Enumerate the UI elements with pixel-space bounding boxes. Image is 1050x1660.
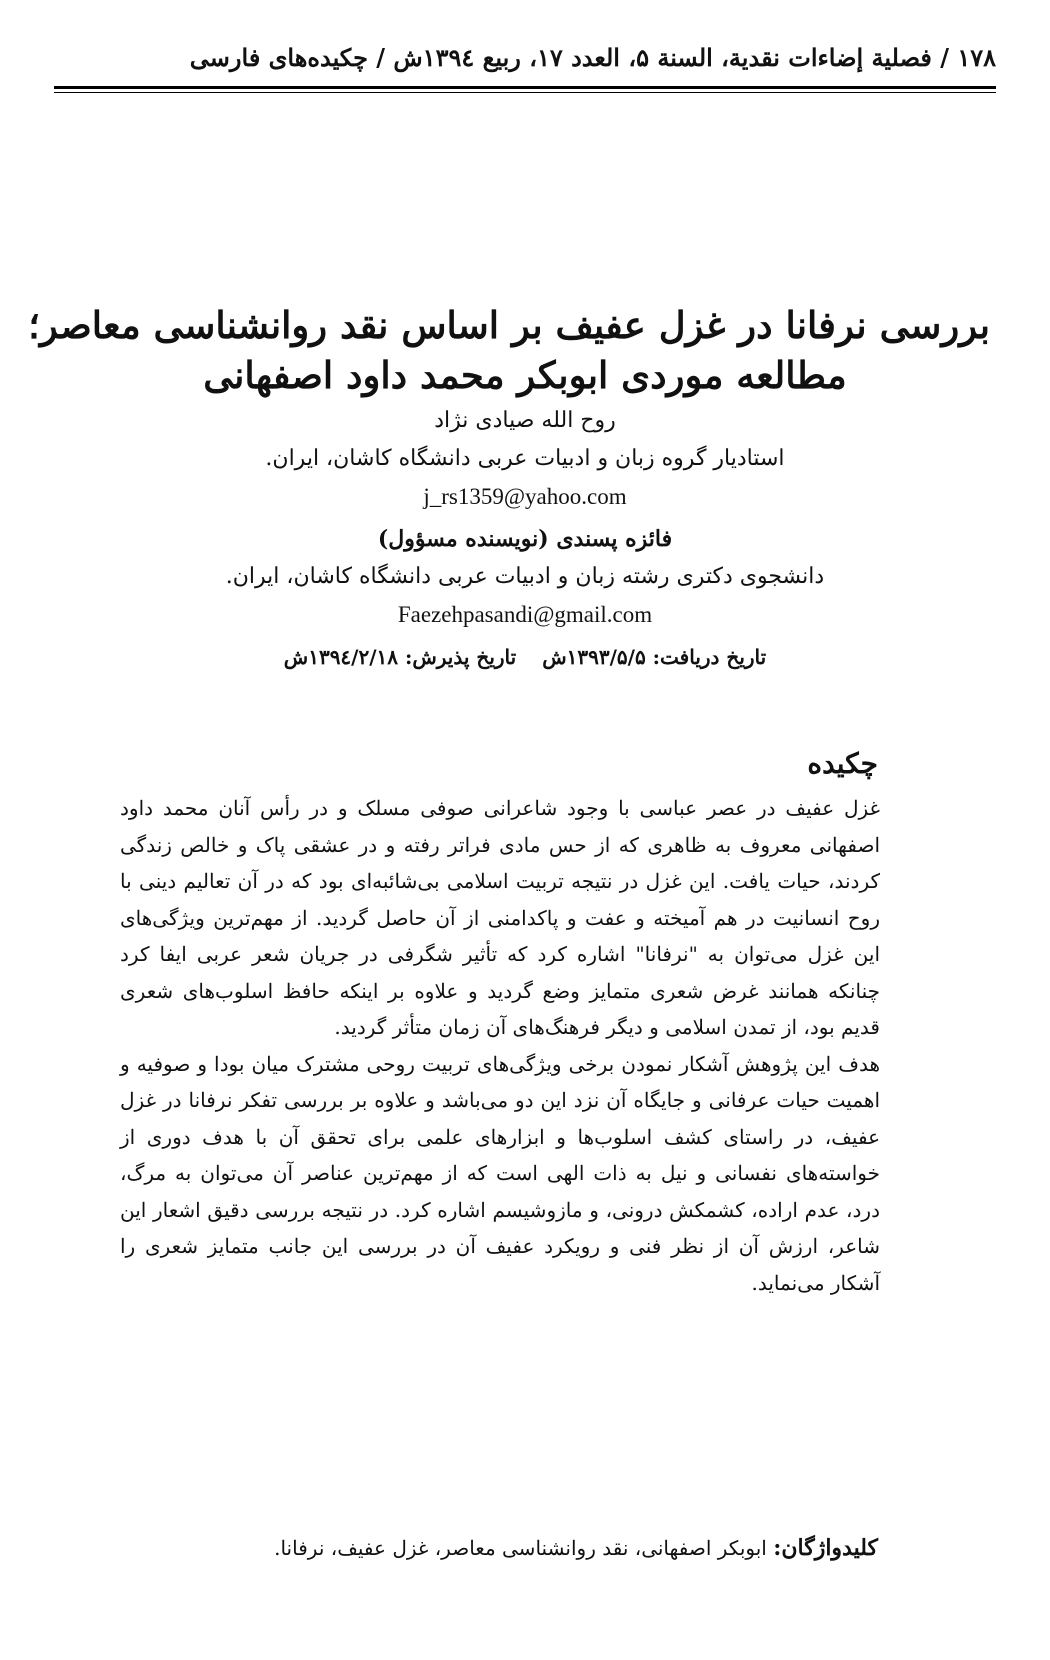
keywords (120, 1530, 878, 1566)
keywords-text: ابوبکر اصفهانی، نقد روانشناسی معاصر، غزل عفیف، نرفانا. (274, 1536, 767, 1560)
author-info (60, 402, 990, 674)
author-1-email[interactable]: j_rs1359@yahoo.com (423, 484, 627, 509)
article-title (28, 300, 990, 400)
header-rule-thick (54, 86, 996, 89)
header-rule-thin (54, 92, 996, 93)
author-1-affiliation: استادیار گروه زبان و ادبیات عربی دانشگاه کاشان، ایران. (265, 446, 785, 471)
abstract-paragraph-1: غزل عفیف در عصر عباسی با وجود شاعرانی صوفی مسلک و در رأس آنان محمد داود اصفهانی معروف به ظاهری که از حس مادی فراتر رفته و در عشقی پاک و خالص زندگی کردند، حیات یافت. این غزل در نتیجه تربیت اسلامی بی‌شائبه‌ای بود که در آن تعالیم دینی با روح انسانیت در هم آمیخته و عفت و پاکدامنی از آن حاصل گردید. از مهم‌ترین ویژگی‌های این غزل می‌توان به "نرفانا" اشاره کرد که تأثیر شگرفی در جریان شعر عربی ایفا کرد چنانکه همانند غرض شعری متمایز وضع گردید و علاوه بر اینکه حافظ اسلوب‌های شعری قدیم بود، از تمدن اسلامی و دیگر فرهنگ‌های آن زمان متأثر گردید. (120, 796, 880, 1039)
author-2-affiliation: دانشجوی دکتری رشته زبان و ادبیات عربی دانشگاه کاشان، ایران. (225, 564, 825, 589)
title-line-2: مطالعه موردی ابوبکر محمد داود اصفهانی (203, 353, 847, 397)
abstract-paragraph-2: هدف این پژوهش آشکار نمودن برخی ویژگی‌های تربیت روحی مشترک میان بودا و صوفیه و اهمیت حیات عرفانی و جایگاه آن نزد این دو می‌باشد و علاوه بر بررسی تفکر نرفانا در غزل عفیف، در راستای کشف اسلوب‌ها و ابزارهای علمی برای تحقق آن با هدف دوری از خواسته‌های نفسانی و نیل به ذات الهی است که از مهم‌ترین عناصر آن می‌توان به مرگ، درد، عدم اراده، کشمکش درونی، و مازوشیسم اشاره کرد. در نتیجه بررسی دقیق اشعار این شاعر، ارزش آن از نظر فنی و رویکرد عفیف آن در بررسی این جانب متمایز شعری را آشکار می‌نماید. (120, 1051, 880, 1295)
author-1-name: روح الله صیادی نژاد (434, 408, 616, 433)
running-header: ۱۷۸ / فصلية إضاءات نقدية، السنة ۵، العدد ۱۷، ربیع ۱۳۹٤ش / چکیده‌های فارسی (189, 43, 996, 72)
title-line-1: بررسی نرفانا در غزل عفیف بر اساس نقد روانشناسی معاصر؛ (28, 303, 990, 347)
accepted-date: تاریخ پذیرش: ۱۳۹٤/۲/۱۸ش (283, 645, 517, 669)
author-2-email[interactable]: Faezehpasandi@gmail.com (397, 602, 653, 627)
keywords-label: کلیدواژگان: (773, 1535, 878, 1561)
author-2-name: فائزه پسندی (نویسنده مسؤول) (377, 526, 673, 552)
abstract-heading: چکیده (807, 747, 878, 780)
abstract-body (120, 790, 880, 1301)
article-dates (60, 640, 990, 674)
received-date: تاریخ دریافت: ۱۳۹۳/۵/۵ش (542, 645, 767, 669)
